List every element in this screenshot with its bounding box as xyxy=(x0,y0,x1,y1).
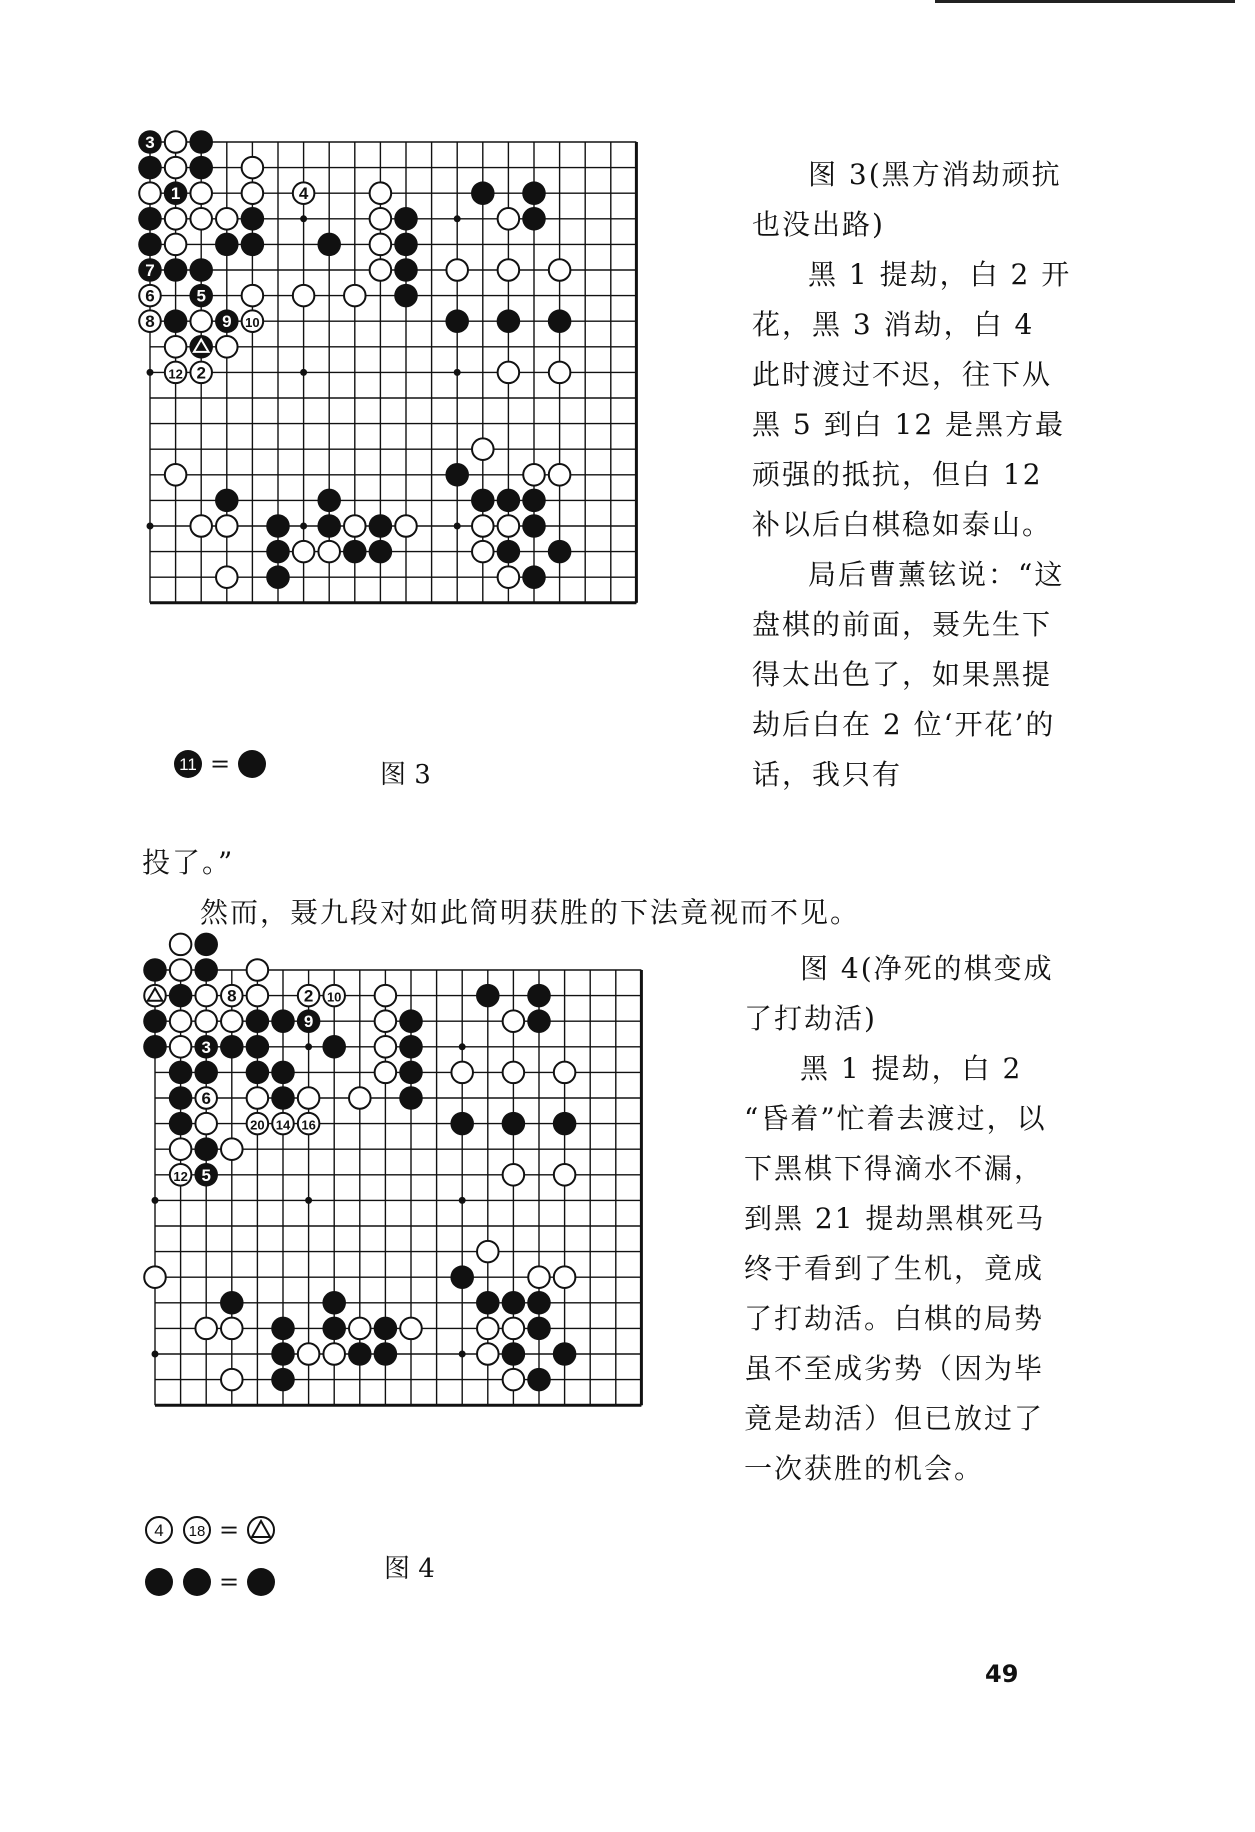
black-stone xyxy=(271,1368,295,1392)
move-number: 1 xyxy=(170,184,181,204)
star-point xyxy=(459,1351,466,1358)
middle-paragraph: 然而，聂九段对如此简明获胜的下法竟视而不见。 xyxy=(200,896,861,929)
black-stone xyxy=(194,1061,218,1085)
white-stone-18-icon xyxy=(181,1514,213,1546)
black-stone xyxy=(317,489,341,513)
black-stone xyxy=(194,958,218,982)
white-stone xyxy=(375,1036,397,1058)
black-stone xyxy=(194,933,218,957)
white-stone xyxy=(216,208,238,230)
white-stone xyxy=(498,362,520,384)
white-stone xyxy=(298,1087,320,1109)
white-stone xyxy=(293,541,315,563)
go-board-svg-3 xyxy=(110,130,726,720)
black-stone xyxy=(271,1061,295,1085)
move-number: 9 xyxy=(303,1012,314,1032)
black-stone xyxy=(399,1061,423,1085)
white-stone xyxy=(375,985,397,1007)
white-stone xyxy=(195,1113,217,1135)
white-stone xyxy=(370,182,392,204)
white-stone xyxy=(498,208,520,230)
white-stone xyxy=(165,336,187,358)
white-stone xyxy=(498,259,520,281)
figure-4-caption: 图 4 xyxy=(384,1554,435,1584)
black-stone xyxy=(497,489,521,513)
figure-3-caption: 图 3 xyxy=(380,760,431,790)
black-stone xyxy=(343,540,367,564)
figure-4-title: 图 4(净死的棋变成了打劫活) xyxy=(744,952,1054,1035)
black-stone xyxy=(322,1291,346,1315)
figure-3-text xyxy=(752,150,1072,800)
move-number: 16 xyxy=(301,1117,316,1133)
white-stone xyxy=(293,285,315,307)
star-point xyxy=(305,1197,312,1204)
black-stone xyxy=(399,1009,423,1033)
black-stone xyxy=(322,1035,346,1059)
white-stone xyxy=(523,464,545,486)
move-number: 7 xyxy=(145,261,155,280)
black-stone xyxy=(527,1317,551,1341)
white-stone xyxy=(549,259,571,281)
black-stone xyxy=(497,309,521,333)
white-stone xyxy=(503,1369,525,1391)
scan-edge-line xyxy=(935,0,1235,3)
black-stone xyxy=(220,1291,244,1315)
black-stone xyxy=(522,489,546,513)
black-stone xyxy=(394,207,418,231)
white-stone xyxy=(242,182,264,204)
star-point xyxy=(300,215,307,222)
black-stone xyxy=(322,1317,346,1341)
white-stone xyxy=(446,259,468,281)
white-stone xyxy=(221,1138,243,1160)
move-number: 5 xyxy=(201,1165,211,1185)
black-stone xyxy=(189,156,213,180)
white-stone xyxy=(554,1164,576,1186)
star-point xyxy=(454,523,461,530)
black-stone xyxy=(548,540,572,564)
white-stone xyxy=(170,1010,192,1032)
white-stone xyxy=(247,985,269,1007)
black-stone xyxy=(189,130,213,154)
white-stone xyxy=(472,438,494,460)
star-point xyxy=(147,523,154,530)
white-stone xyxy=(216,336,238,358)
quote-paragraph: 局后曹薰铉说：“这盘棋的前面，聂先生下得太出色了，如果黑提劫后白在 2 位‘开花’的话，我只有 xyxy=(752,558,1065,791)
black-stone xyxy=(502,1342,526,1366)
white-stone xyxy=(472,515,494,537)
black-stone xyxy=(476,1291,500,1315)
black-stone xyxy=(138,156,162,180)
black-stone xyxy=(143,1035,167,1059)
black-stone xyxy=(169,984,193,1008)
black-stone xyxy=(266,514,290,538)
black-stone xyxy=(497,540,521,564)
svg-text:4: 4 xyxy=(154,1521,164,1540)
black-stone xyxy=(246,1035,270,1059)
black-stone xyxy=(399,1086,423,1110)
black-stone xyxy=(527,1009,551,1033)
white-stone xyxy=(344,515,366,537)
black-stone xyxy=(241,233,265,257)
black-stone xyxy=(553,1112,577,1136)
black-stone xyxy=(164,309,188,333)
white-stone xyxy=(554,1062,576,1084)
white-stone xyxy=(195,1318,217,1340)
white-stone xyxy=(318,541,340,563)
black-stone xyxy=(394,233,418,257)
white-stone xyxy=(451,1062,473,1084)
white-stone xyxy=(170,1036,192,1058)
star-point xyxy=(459,1043,466,1050)
white-stone xyxy=(221,1010,243,1032)
star-point xyxy=(300,369,307,376)
white-stone xyxy=(165,157,187,179)
white-stone xyxy=(190,182,212,204)
black-stone xyxy=(394,284,418,308)
black-stone xyxy=(522,565,546,589)
white-stone xyxy=(165,208,187,230)
legend-equals: = xyxy=(219,1516,240,1544)
black-stone xyxy=(215,233,239,257)
black-stone xyxy=(143,958,167,982)
black-stone xyxy=(266,565,290,589)
black-stone xyxy=(317,514,341,538)
white-stone xyxy=(375,1062,397,1084)
star-point xyxy=(147,369,154,376)
white-stone xyxy=(498,515,520,537)
black-stone xyxy=(169,1086,193,1110)
black-stone xyxy=(169,1061,193,1085)
move-number: 6 xyxy=(145,286,155,306)
svg-text:11: 11 xyxy=(179,755,197,774)
black-stone xyxy=(476,984,500,1008)
white-stone xyxy=(400,1318,422,1340)
figure-4-body: 黑 1 提劫，白 2 “昏着”忙着去渡过，以下黑棋下得滴水不漏，到黑 21 提劫黑棋死马终于看到了生机，竟成了打劫活。白棋的局势虽不至成劣势（因为毕竟是劫活）但已放过了一次获胜的机会。 xyxy=(744,1052,1047,1485)
black-stone xyxy=(450,1265,474,1289)
white-stone xyxy=(503,1062,525,1084)
go-board-figure-4 xyxy=(120,930,732,1520)
white-stone xyxy=(165,234,187,256)
white-stone xyxy=(247,1087,269,1109)
black-stone xyxy=(522,514,546,538)
black-stone xyxy=(138,207,162,231)
black-stone xyxy=(271,1317,295,1341)
white-stone xyxy=(216,515,238,537)
black-stone-icon xyxy=(143,1566,175,1598)
white-stone xyxy=(349,1318,371,1340)
go-board-figure-3 xyxy=(110,130,726,720)
star-point xyxy=(152,1351,159,1358)
black-stone xyxy=(450,1112,474,1136)
white-stone xyxy=(170,1138,192,1160)
black-stone xyxy=(471,489,495,513)
white-stone xyxy=(477,1318,499,1340)
move-number: 14 xyxy=(275,1117,291,1133)
move-number: 2 xyxy=(303,986,314,1006)
white-stone xyxy=(190,515,212,537)
white-stone xyxy=(503,1318,525,1340)
white-stone-triangle-icon xyxy=(245,1514,277,1546)
move-number: 9 xyxy=(222,312,232,332)
black-stone xyxy=(348,1342,372,1366)
white-stone xyxy=(170,959,192,981)
page-number: 49 xyxy=(985,1660,1019,1688)
legend-equals: = xyxy=(219,1568,240,1596)
black-stone xyxy=(194,1137,218,1161)
black-stone xyxy=(527,1368,551,1392)
black-stone xyxy=(369,540,393,564)
black-stone xyxy=(266,540,290,564)
white-stone xyxy=(477,1343,499,1365)
black-stone xyxy=(241,207,265,231)
black-stone xyxy=(445,309,469,333)
figure-4-legend-1 xyxy=(143,1514,277,1546)
move-number: 6 xyxy=(201,1089,211,1108)
white-stone xyxy=(498,566,520,588)
move-number: 2 xyxy=(196,363,206,383)
figure-4-legend-2 xyxy=(143,1566,277,1598)
move-number: 3 xyxy=(201,1037,211,1057)
move-number: 8 xyxy=(227,986,237,1006)
move-number: 20 xyxy=(250,1117,265,1133)
black-stone xyxy=(271,1009,295,1033)
black-stone xyxy=(522,207,546,231)
move-number: 10 xyxy=(326,989,342,1005)
black-stone-icon xyxy=(245,1566,277,1598)
black-stone xyxy=(553,1342,577,1366)
black-stone xyxy=(164,258,188,282)
white-stone xyxy=(375,1010,397,1032)
white-stone xyxy=(323,1343,345,1365)
legend-equals: = xyxy=(210,750,231,778)
black-stone xyxy=(215,489,239,513)
white-stone xyxy=(549,464,571,486)
white-stone xyxy=(221,1318,243,1340)
white-stone xyxy=(195,1010,217,1032)
figure-4-text xyxy=(744,944,1066,1494)
move-number: 4 xyxy=(298,184,309,204)
star-point xyxy=(454,369,461,376)
white-stone xyxy=(349,1087,371,1109)
white-stone xyxy=(370,234,392,256)
black-stone xyxy=(317,233,341,257)
star-point xyxy=(305,1043,312,1050)
quote-end: 投了。” xyxy=(142,846,235,879)
white-stone xyxy=(298,1343,320,1365)
black-stone xyxy=(527,984,551,1008)
star-point xyxy=(459,1197,466,1204)
white-stone xyxy=(216,566,238,588)
white-stone xyxy=(370,208,392,230)
star-point xyxy=(454,215,461,222)
black-stone xyxy=(138,233,162,257)
white-stone-4-icon xyxy=(143,1514,175,1546)
move-number: 12 xyxy=(168,366,183,382)
white-stone xyxy=(472,541,494,563)
black-stone-11-icon xyxy=(172,748,204,780)
black-stone xyxy=(394,258,418,282)
white-stone xyxy=(247,959,269,981)
black-stone xyxy=(189,258,213,282)
white-stone xyxy=(503,1010,525,1032)
black-stone xyxy=(445,463,469,487)
board-grid xyxy=(155,970,641,1405)
black-stone xyxy=(522,181,546,205)
white-stone xyxy=(242,157,264,179)
white-stone xyxy=(221,1369,243,1391)
black-stone xyxy=(374,1342,398,1366)
move-number: 8 xyxy=(145,312,155,332)
white-stone xyxy=(165,131,187,153)
black-stone xyxy=(399,1035,423,1059)
white-stone xyxy=(170,934,192,956)
star-point xyxy=(300,523,307,530)
star-point xyxy=(152,1197,159,1204)
black-stone xyxy=(246,1061,270,1085)
white-stone xyxy=(549,362,571,384)
white-stone xyxy=(477,1241,499,1263)
figure-3-legend xyxy=(172,748,268,780)
white-stone xyxy=(242,285,264,307)
move-number: 3 xyxy=(145,133,155,152)
white-stone xyxy=(190,208,212,230)
go-board-svg-4 xyxy=(120,930,732,1520)
white-stone xyxy=(190,310,212,332)
black-stone xyxy=(143,1009,167,1033)
white-stone xyxy=(503,1164,525,1186)
white-stone xyxy=(554,1266,576,1288)
white-stone xyxy=(144,1266,166,1288)
svg-text:18: 18 xyxy=(188,1523,206,1540)
figure-3-body: 黑 1 提劫，白 2 开花，黑 3 消劫，白 4 此时渡过不迟，往下从黑 5 到白 12 是黑方最顽强的抵抗，但白 12 补以后白棋稳如泰山。 xyxy=(752,258,1072,541)
white-stone xyxy=(195,985,217,1007)
white-stone xyxy=(139,182,161,204)
figure-3-title: 图 3(黑方消劫顽抗也没出路) xyxy=(752,158,1062,241)
white-stone xyxy=(165,464,187,486)
white-stone xyxy=(528,1266,550,1288)
black-stone xyxy=(369,514,393,538)
black-stone xyxy=(374,1317,398,1341)
move-number: 12 xyxy=(173,1168,188,1184)
black-stone xyxy=(220,1035,244,1059)
black-stone xyxy=(246,1009,270,1033)
black-stone-icon xyxy=(181,1566,213,1598)
black-stone xyxy=(527,1291,551,1315)
black-stone xyxy=(502,1291,526,1315)
black-stone xyxy=(271,1342,295,1366)
white-stone xyxy=(395,515,417,537)
black-stone xyxy=(271,1086,295,1110)
black-stone-icon xyxy=(236,748,268,780)
black-stone xyxy=(169,1112,193,1136)
white-stone xyxy=(370,259,392,281)
move-number: 5 xyxy=(196,286,206,306)
white-stone xyxy=(344,285,366,307)
move-number: 10 xyxy=(245,315,260,331)
black-stone xyxy=(548,309,572,333)
black-stone xyxy=(471,181,495,205)
black-stone xyxy=(502,1112,526,1136)
